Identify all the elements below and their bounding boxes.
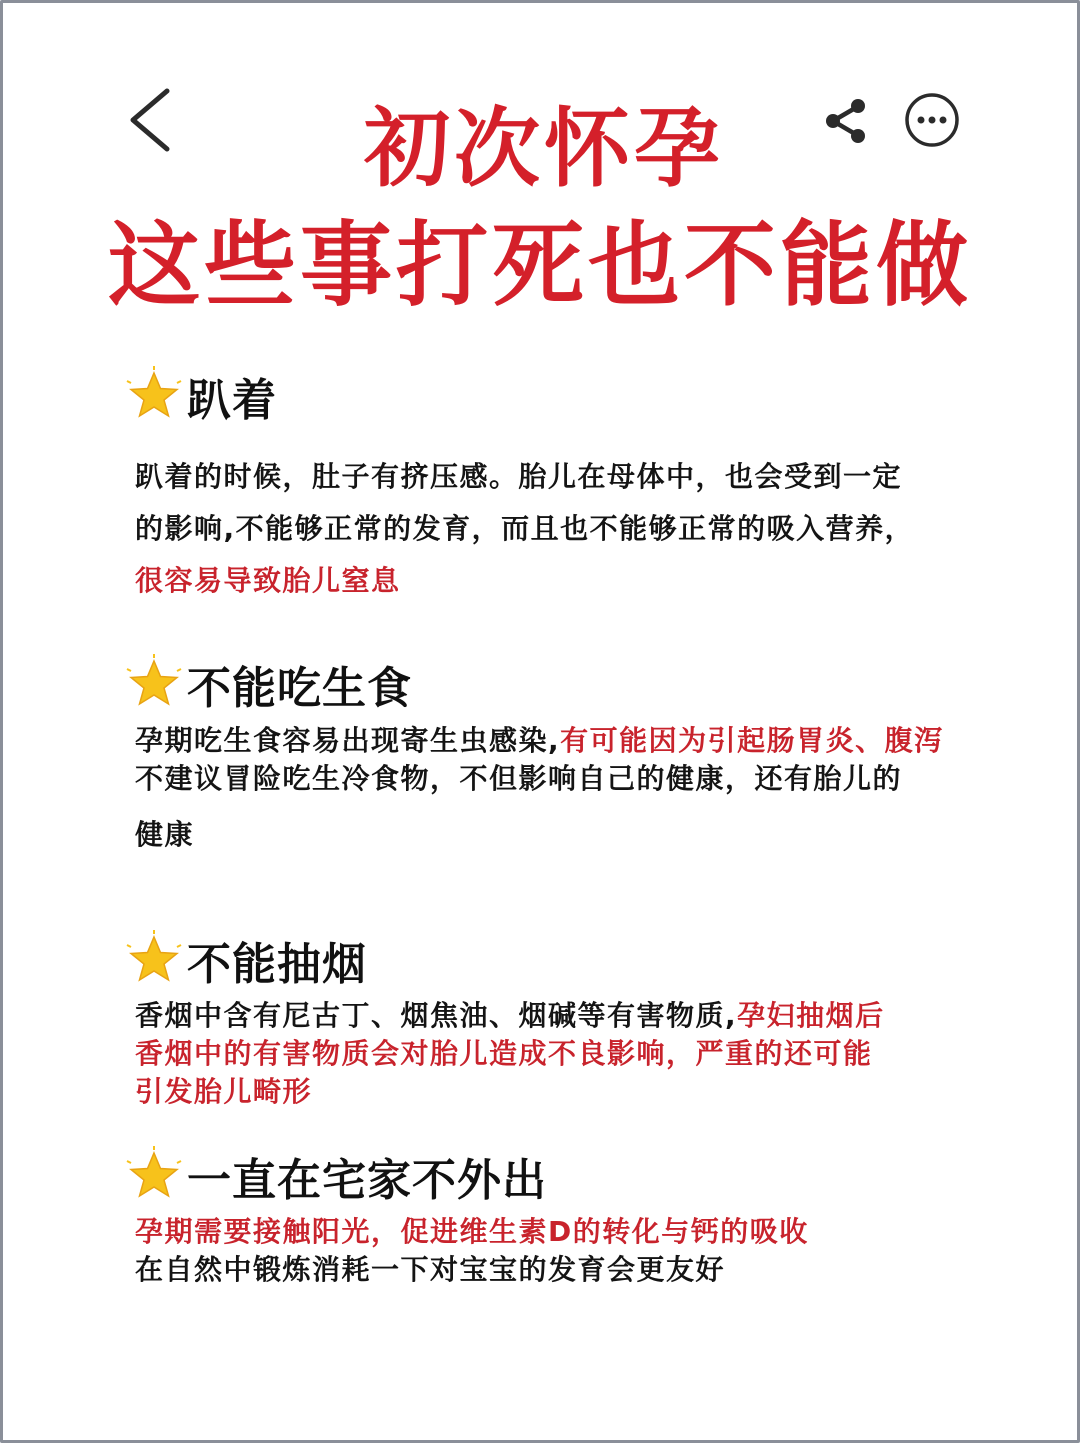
section-header <box>123 1141 1023 1211</box>
body-text-highlight: 有可能因为引起肠胃炎、腹泻 <box>560 724 944 757</box>
star-icon <box>123 653 185 715</box>
section-title: 不能抽烟 <box>187 939 367 990</box>
section-smoking <box>123 925 1023 1111</box>
section-body <box>135 997 1023 1111</box>
page-title-line2: 这些事打死也不能做 <box>107 212 972 319</box>
section-stay-home <box>123 1141 1023 1289</box>
body-line-highlight: 很容易导致胎儿窒息 <box>135 564 401 597</box>
body-text: 香烟中含有尼古丁、烟焦油、烟碱等有害物质, <box>135 999 738 1032</box>
body-line-highlight: 孕期需要接触阳光，促进维生素D的转化与钙的吸收 <box>135 1215 809 1248</box>
body-line: 的影响,不能够正常的发育，而且也不能够正常的吸入营养， <box>135 512 915 545</box>
page-title-line1: 初次怀孕 <box>364 99 724 199</box>
body-line <box>135 997 1023 1035</box>
section-lying-prone <box>123 361 1023 607</box>
body-line-highlight: 香烟中的有害物质会对胎儿造成不良影响，严重的还可能 <box>135 1037 873 1070</box>
body-line: 在自然中锻炼消耗一下对宝宝的发育会更友好 <box>135 1253 726 1286</box>
body-text-highlight: 孕妇抽烟后 <box>737 999 885 1032</box>
section-title: 趴着 <box>187 375 277 426</box>
section-title: 不能吃生食 <box>187 663 412 714</box>
section-body <box>135 451 1023 607</box>
section-header <box>123 925 1023 995</box>
star-icon <box>123 365 185 427</box>
star-icon <box>123 929 185 991</box>
section-header <box>123 649 1023 719</box>
section-body <box>135 721 1023 863</box>
body-line-highlight: 引发胎儿畸形 <box>135 1075 313 1108</box>
star-icon <box>123 1145 185 1207</box>
section-title: 一直在宅家不外出 <box>187 1155 547 1206</box>
body-text: 孕期吃生食容易出现寄生虫感染, <box>135 724 561 757</box>
body-line: 不建议冒险吃生冷食物，不但影响自己的健康，还有胎儿的 <box>135 762 903 795</box>
body-line: 健康 <box>135 818 195 851</box>
section-body <box>135 1213 1023 1289</box>
body-line: 趴着的时候，肚子有挤压感。胎儿在母体中，也会受到一定 <box>135 460 903 493</box>
section-header <box>123 361 1023 431</box>
section-raw-food <box>123 649 1023 863</box>
body-line <box>135 721 1023 761</box>
